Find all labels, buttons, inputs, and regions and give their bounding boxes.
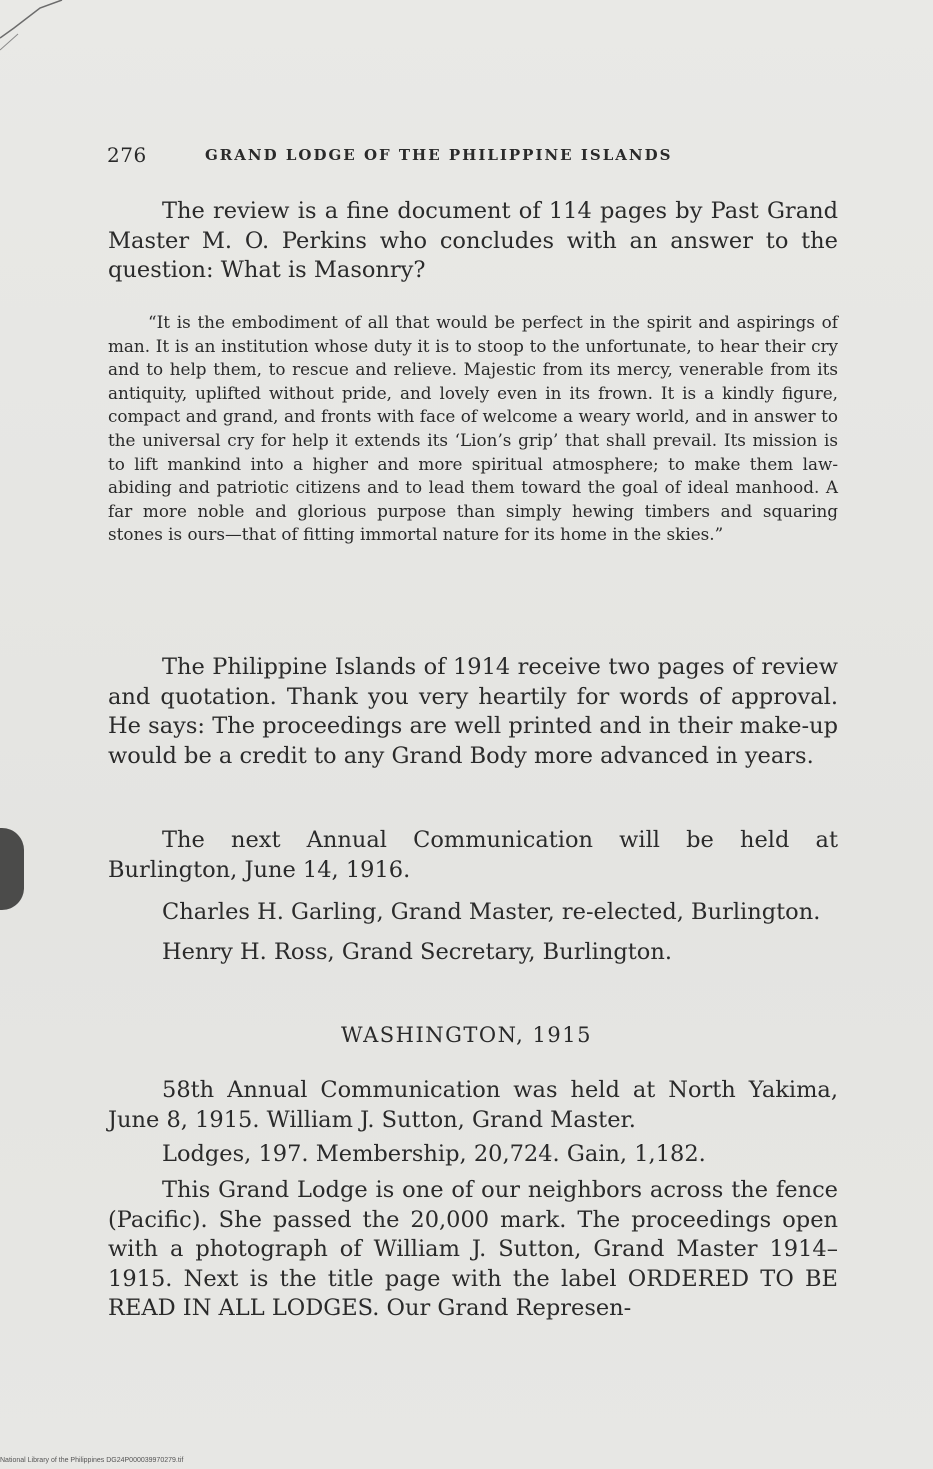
block-quote: “It is the embodiment of all that would be perfect in the spirit and aspirings of man. It is an institution whose duty it is to stoop to the unfortunate, to hear their cry and to help them, to rescue and relieve. Majestic from its mercy, venerable from its antiquity, uplifted without pride, and lovely even in its frown. It is a kindly figure, compact and grand, and fronts with face of welcome a weary world, and in answer to the universal cry for help it extends its ‘Lion’s grip’ that shall prevail. Its mission is to lift mankind into a higher and more spiritual atmosphere; to make them law-abiding and patriotic citizens and to lead them toward the goal of ideal manhood. A far more noble and glorious purpose than simply hewing timbers and squaring stones is ours—that of fitting immortal nature for its home in the skies.” <box>108 312 838 545</box>
page-number: 276 <box>107 143 147 167</box>
running-head: GRAND LODGE OF THE PHILIPPINE ISLANDS <box>205 146 673 164</box>
page-corner-mark <box>0 0 80 60</box>
binding-shadow <box>0 828 24 910</box>
page-header <box>107 143 837 173</box>
paragraph-grand-lodge: This Grand Lodge is one of our neighbors across the fence (Pacific). She passed the 20,000 mark. The proceedings open with a photograph of William J. Sutton, Grand Master 1914–1915. Next is the title page with the label ORDERED TO BE READ IN ALL LODGES. Our Grand Represen- <box>108 1177 838 1321</box>
lodge-statistics: Lodges, 197. Membership, 20,724. Gain, 1,182. <box>162 1141 706 1167</box>
paragraph-annual-communication: 58th Annual Communication was held at North Yakima, June 8, 1915. William J. Sutton, Grand Master. <box>108 1077 838 1133</box>
officer-grand-secretary: Henry H. Ross, Grand Secretary, Burlington. <box>162 939 672 965</box>
paragraph-philippine: The Philippine Islands of 1914 receive two pages of review and quotation. Thank you very heartily for words of approval. He says: The proceedings are well printed and in their make-up would be a credit to any Grand Body more advanced in years. <box>108 654 838 769</box>
paragraph-review: The review is a fine document of 114 pages by Past Grand Master M. O. Perkins who concludes with an answer to the question: What is Masonry? <box>108 198 838 283</box>
paragraph-next-communication: The next Annual Communication will be held at Burlington, June 14, 1916. <box>108 827 838 883</box>
scan-footer: National Library of the Philippines DG24P000039970279.tif <box>0 1457 184 1464</box>
section-title: WASHINGTON, 1915 <box>341 1023 592 1047</box>
officer-grand-master: Charles H. Garling, Grand Master, re-elected, Burlington. <box>162 899 821 925</box>
